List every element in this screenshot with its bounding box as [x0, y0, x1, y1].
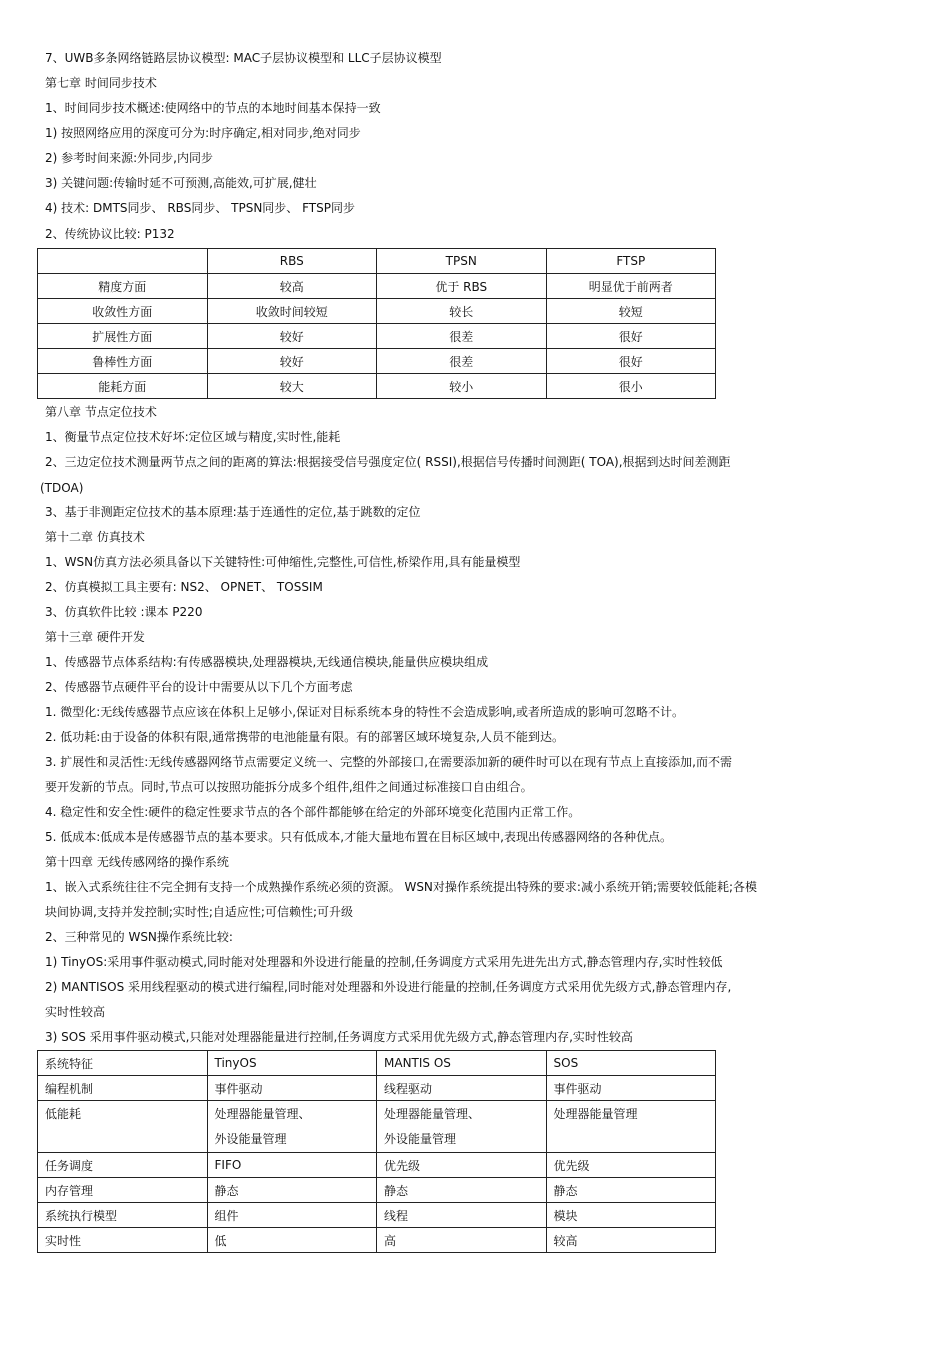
text-line: 2、三边定位技术测量两节点之间的距离的算法:根据接受信号强度定位( RSSI),根据信号传播时间测距( TOA),根据到达时间差测距 — [45, 455, 731, 469]
text-line: 4. 稳定性和安全性:硬件的稳定性要求节点的各个部件都能够在给定的外部环境变化范围内正常工作。 — [45, 805, 581, 819]
table-cell: 较长 — [377, 299, 547, 324]
table-cell: 模块 — [546, 1203, 716, 1228]
cell-line: 处理器能量管理、 — [384, 1107, 481, 1121]
table-cell: 任务调度 — [38, 1153, 208, 1178]
text-line: 2、传感器节点硬件平台的设计中需要从以下几个方面考虑 — [45, 680, 353, 694]
table-row — [38, 299, 716, 324]
text-line: (TDOA) — [40, 481, 84, 495]
table-cell: 优先级 — [377, 1153, 547, 1178]
text-line: 2. 低功耗:由于设备的体积有限,通常携带的电池能量有限。有的部署区域环境复杂,人员不能到达。 — [45, 730, 564, 744]
table-cell: 实时性 — [38, 1228, 208, 1253]
table-cell: 精度方面 — [38, 274, 208, 299]
table-cell: 事件驱动 — [207, 1076, 377, 1101]
table-cell: 编程机制 — [38, 1076, 208, 1101]
text-line: 1、衡量节点定位技术好坏:定位区域与精度,实时性,能耗 — [45, 430, 341, 444]
table-cell: 系统特征 — [38, 1051, 208, 1076]
text-line: 要开发新的节点。同时,节点可以按照功能拆分成多个组件,组件之间通过标准接口自由组合。 — [45, 780, 533, 794]
table-row — [38, 374, 716, 399]
table-cell: 较短 — [546, 299, 716, 324]
text-line: 1) TinyOS:采用事件驱动模式,同时能对处理器和外设进行能量的控制,任务调度方式采用先进先出方式,静态管理内存,实时性较低 — [45, 955, 723, 969]
os-comparison-table — [37, 1050, 716, 1253]
table-row — [38, 1076, 716, 1101]
table-cell: FIFO — [207, 1153, 377, 1178]
text-line: 7、UWB多条网络链路层协议模型: MAC子层协议模型和 LLC子层协议模型 — [45, 51, 442, 65]
table-row — [38, 1228, 716, 1253]
table-cell: 优先级 — [546, 1153, 716, 1178]
chapter-heading: 第八章 节点定位技术 — [45, 405, 157, 419]
table-cell: RBS — [207, 249, 377, 274]
table-row — [38, 1101, 716, 1153]
text-line: 5. 低成本:低成本是传感器节点的基本要求。只有低成本,才能大量地布置在目标区域中,表现出传感器网络的各种优点。 — [45, 830, 672, 844]
table-cell — [377, 1101, 547, 1153]
table-cell: 低 — [207, 1228, 377, 1253]
table-header-row — [38, 249, 716, 274]
table-cell: 内存管理 — [38, 1178, 208, 1203]
text-line: 2、仿真模拟工具主要有: NS2、 OPNET、 TOSSIM — [45, 580, 323, 594]
table-cell: 扩展性方面 — [38, 324, 208, 349]
text-line: 1、传感器节点体系结构:有传感器模块,处理器模块,无线通信模块,能量供应模块组成 — [45, 655, 489, 669]
table-cell: TPSN — [377, 249, 547, 274]
protocol-comparison-table — [37, 248, 716, 399]
table-header-row — [38, 1051, 716, 1076]
table-cell: FTSP — [546, 249, 716, 274]
text-line: 块间协调,支持并发控制;实时性;自适应性;可信赖性;可升级 — [45, 905, 353, 919]
table-cell: 低能耗 — [38, 1101, 208, 1153]
table-cell: 很差 — [377, 324, 547, 349]
table-cell: 收敛时间较短 — [207, 299, 377, 324]
table-cell: 高 — [377, 1228, 547, 1253]
table-cell: 明显优于前两者 — [546, 274, 716, 299]
cell-line: 外设能量管理 — [214, 1132, 287, 1146]
table-cell: 较好 — [207, 349, 377, 374]
table-cell: 较大 — [207, 374, 377, 399]
table-cell: 静态 — [377, 1178, 547, 1203]
chapter-heading: 第十二章 仿真技术 — [45, 530, 145, 544]
table-cell: 静态 — [546, 1178, 716, 1203]
cell-line: 处理器能量管理、 — [214, 1107, 311, 1121]
table-cell: 能耗方面 — [38, 374, 208, 399]
table-cell: 线程 — [377, 1203, 547, 1228]
table-cell: 很好 — [546, 349, 716, 374]
table-row — [38, 1178, 716, 1203]
table-cell: TinyOS — [207, 1051, 377, 1076]
text-line: 4) 技术: DMTS同步、 RBS同步、 TPSN同步、 FTSP同步 — [45, 201, 355, 215]
table-row — [38, 1153, 716, 1178]
table-cell: 较小 — [377, 374, 547, 399]
table-cell: MANTIS OS — [377, 1051, 547, 1076]
text-line: 2、传统协议比较: P132 — [45, 227, 175, 241]
table-cell: 较高 — [207, 274, 377, 299]
table-cell: 事件驱动 — [546, 1076, 716, 1101]
table-cell: 系统执行模型 — [38, 1203, 208, 1228]
text-line: 3) SOS 采用事件驱动模式,只能对处理器能量进行控制,任务调度方式采用优先级方式,静态管理内存,实时性较高 — [45, 1030, 633, 1044]
text-line: 1) 按照网络应用的深度可分为:时序确定,相对同步,绝对同步 — [45, 126, 361, 140]
table-cell: SOS — [546, 1051, 716, 1076]
text-line: 3、仿真软件比较 :课本 P220 — [45, 605, 203, 619]
table-row — [38, 1203, 716, 1228]
table-cell: 较高 — [546, 1228, 716, 1253]
table-cell — [207, 1101, 377, 1153]
table-cell: 收敛性方面 — [38, 299, 208, 324]
text-line: 3) 关键问题:传输时延不可预测,高能效,可扩展,健壮 — [45, 176, 317, 190]
text-line: 1、嵌入式系统往往不完全拥有支持一个成熟操作系统必须的资源。 WSN对操作系统提出特殊的要求:减小系统开销;需要较低能耗;各模 — [45, 880, 758, 894]
table-cell: 较好 — [207, 324, 377, 349]
table-cell: 处理器能量管理 — [546, 1101, 716, 1153]
text-line: 3. 扩展性和灵活性:无线传感器网络节点需要定义统一、完整的外部接口,在需要添加新的硬件时可以在现有节点上直接添加,而不需 — [45, 755, 732, 769]
table-cell: 组件 — [207, 1203, 377, 1228]
table-cell: 鲁棒性方面 — [38, 349, 208, 374]
table-cell — [38, 249, 208, 274]
chapter-heading: 第十三章 硬件开发 — [45, 630, 145, 644]
chapter-heading: 第十四章 无线传感网络的操作系统 — [45, 855, 229, 869]
cell-line: 外设能量管理 — [384, 1132, 457, 1146]
text-line: 1、时间同步技术概述:使网络中的节点的本地时间基本保持一致 — [45, 101, 381, 115]
text-line: 2、三种常见的 WSN操作系统比较: — [45, 930, 233, 944]
table-cell: 优于 RBS — [377, 274, 547, 299]
text-line: 2) 参考时间来源:外同步,内同步 — [45, 151, 213, 165]
text-line: 2) MANTISOS 采用线程驱动的模式进行编程,同时能对处理器和外设进行能量的控制,任务调度方式采用优先级方式,静态管理内存, — [45, 980, 732, 994]
text-line: 3、基于非测距定位技术的基本原理:基于连通性的定位,基于跳数的定位 — [45, 505, 421, 519]
table-cell: 静态 — [207, 1178, 377, 1203]
text-line: 实时性较高 — [45, 1005, 106, 1019]
table-cell: 线程驱动 — [377, 1076, 547, 1101]
table-row — [38, 274, 716, 299]
table-cell: 很小 — [546, 374, 716, 399]
table-cell: 很差 — [377, 349, 547, 374]
table-row — [38, 324, 716, 349]
table-row — [38, 349, 716, 374]
table-cell: 很好 — [546, 324, 716, 349]
text-line: 1、WSN仿真方法必须具备以下关键特性:可伸缩性,完整性,可信性,桥梁作用,具有能量模型 — [45, 555, 521, 569]
text-line: 1. 微型化:无线传感器节点应该在体积上足够小,保证对目标系统本身的特性不会造成影响,或者所造成的影响可忽略不计。 — [45, 705, 684, 719]
chapter-heading: 第七章 时间同步技术 — [45, 76, 157, 90]
